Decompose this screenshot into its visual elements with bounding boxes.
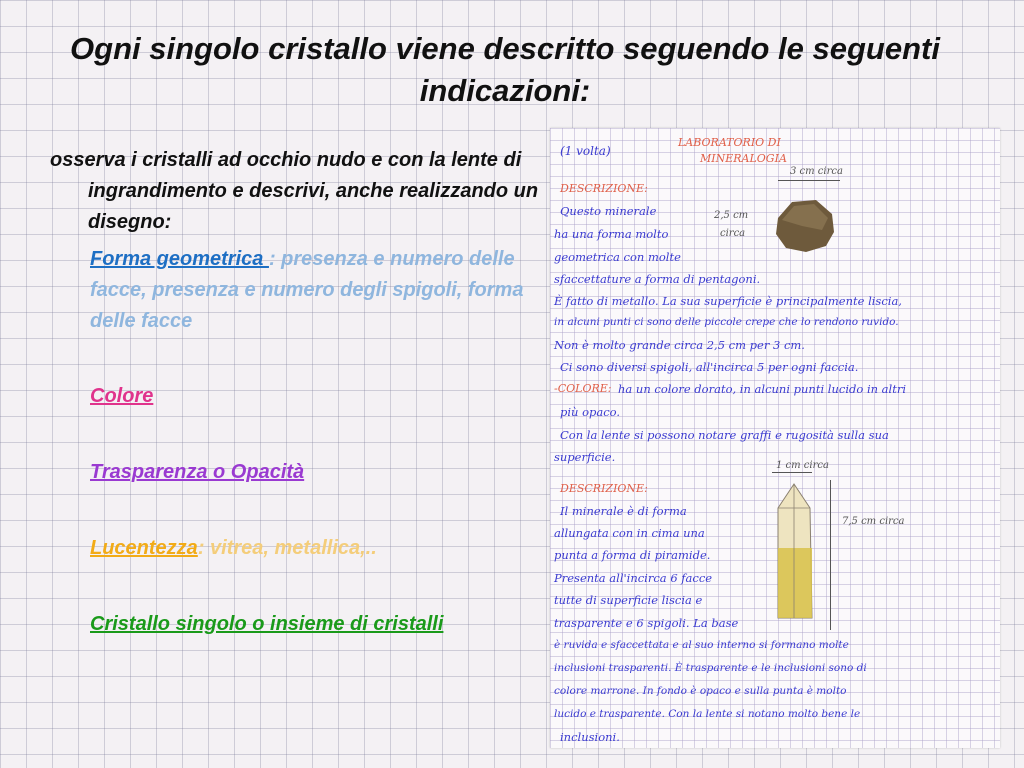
nb-s2-line-5: tutte di superficie liscia e [554,593,703,607]
intro-text: osserva i cristalli ad occhio nudo e con la lente di ingrandimento e descrivi, anche realizzando un disegno: [50,149,539,233]
link-trasparenza-opacita[interactable]: Trasparenza o Opacità [90,461,305,483]
slide-title: Ogni singolo cristallo viene descritto seguendo le seguenti indicazioni: [70,31,940,108]
nb-colore-text: ha un colore dorato, in alcuni punti lucido in altri [618,382,907,396]
nb-dim-height-1a: 2,5 cm [714,210,749,221]
link-cristallo-singolo[interactable]: Cristallo singolo o insieme di cristalli [90,613,444,635]
item-lucentezza [50,533,540,564]
nb-s1-line-8: Ci sono diversi spigoli, all'incirca 5 per ogni faccia. [560,360,859,374]
item-cristallo-singolo [50,609,540,640]
nb-s1-line-2: ha una forma molto [554,227,669,241]
item-trasparenza [50,457,540,488]
nb-lente-line-1: Con la lente si possono notare graffi e rugosità sulla sua [560,428,889,442]
nb-s2-line-9: colore marrone. In fondo è opaco e sulla punta è molto [554,685,847,697]
nb-s1-line-1: Questo minerale [560,204,657,218]
nb-dim-height-2: 7,5 cm circa [842,516,905,527]
nb-s2-line-4: Presenta all'incirca 6 facce [554,571,713,585]
lucentezza-detail: : vitrea, metallica,.. [197,537,377,559]
nb-dim-line-2 [772,472,812,473]
forma-geometrica-detail: : presenza e numero delle facce, presenza e numero degli spigoli, forma delle facce [90,248,524,332]
nb-s1-line-7: Non è molto grande circa 2,5 cm per 3 cm. [554,338,805,352]
nb-dim-line-1 [778,180,840,181]
nb-dim-line-3 [830,480,831,630]
link-lucentezza[interactable]: Lucentezza [90,537,198,559]
nb-s2-line-8: inclusioni trasparenti. È trasparente e le inclusioni sono di [554,662,867,674]
nb-dim-width-2: 1 cm circa [776,460,829,471]
nb-s2-line-2: allungata con in cima una [554,526,705,540]
nb-header-2: MINERALOGIA [700,152,787,165]
nb-colore-label: -COLORE: [554,382,612,395]
nb-section1-title: DESCRIZIONE: [560,182,648,195]
nb-dim-height-1b: circa [720,228,746,239]
nb-header-1: LABORATORIO DI [678,136,781,149]
quartz-crystal-drawing [770,478,820,628]
nb-s1-line-5: È fatto di metallo. La sua superficie è principalmente liscia, [554,294,902,308]
notebook-photo [550,128,1000,748]
item-colore [50,381,540,412]
item-forma-geometrica [50,244,540,337]
nb-top-note: (1 volta) [560,144,611,158]
nb-colore-cont: più opaco. [560,405,621,419]
nb-section2-title: DESCRIZIONE: [560,482,648,495]
instructions-block [50,145,540,640]
nb-s1-line-4: sfaccettature a forma di pentagoni. [554,272,761,286]
link-forma-geometrica[interactable]: Forma geometrica [90,248,269,270]
nb-s2-line-3: punta a forma di piramide. [554,548,711,562]
nb-s1-line-6: in alcuni punti ci sono delle piccole crepe che lo rendono ruvido. [554,316,899,328]
nb-s2-line-7: è ruvida e sfaccettata e al suo interno si formano molte [554,639,849,651]
nb-dim-width-1: 3 cm circa [790,166,843,177]
nb-s2-line-6: trasparente e 6 spigoli. La base [554,616,739,630]
nb-lente-line-2: superficie. [554,450,616,464]
golden-mineral-drawing [772,196,838,256]
nb-s1-line-3: geometrica con molte [554,250,681,264]
link-colore[interactable]: Colore [90,385,154,407]
nb-s2-line-11: inclusioni. [560,730,620,744]
nb-s2-line-1: Il minerale è di forma [560,504,687,518]
nb-s2-line-10: lucido e trasparente. Con la lente si notano molto bene le [554,708,861,720]
